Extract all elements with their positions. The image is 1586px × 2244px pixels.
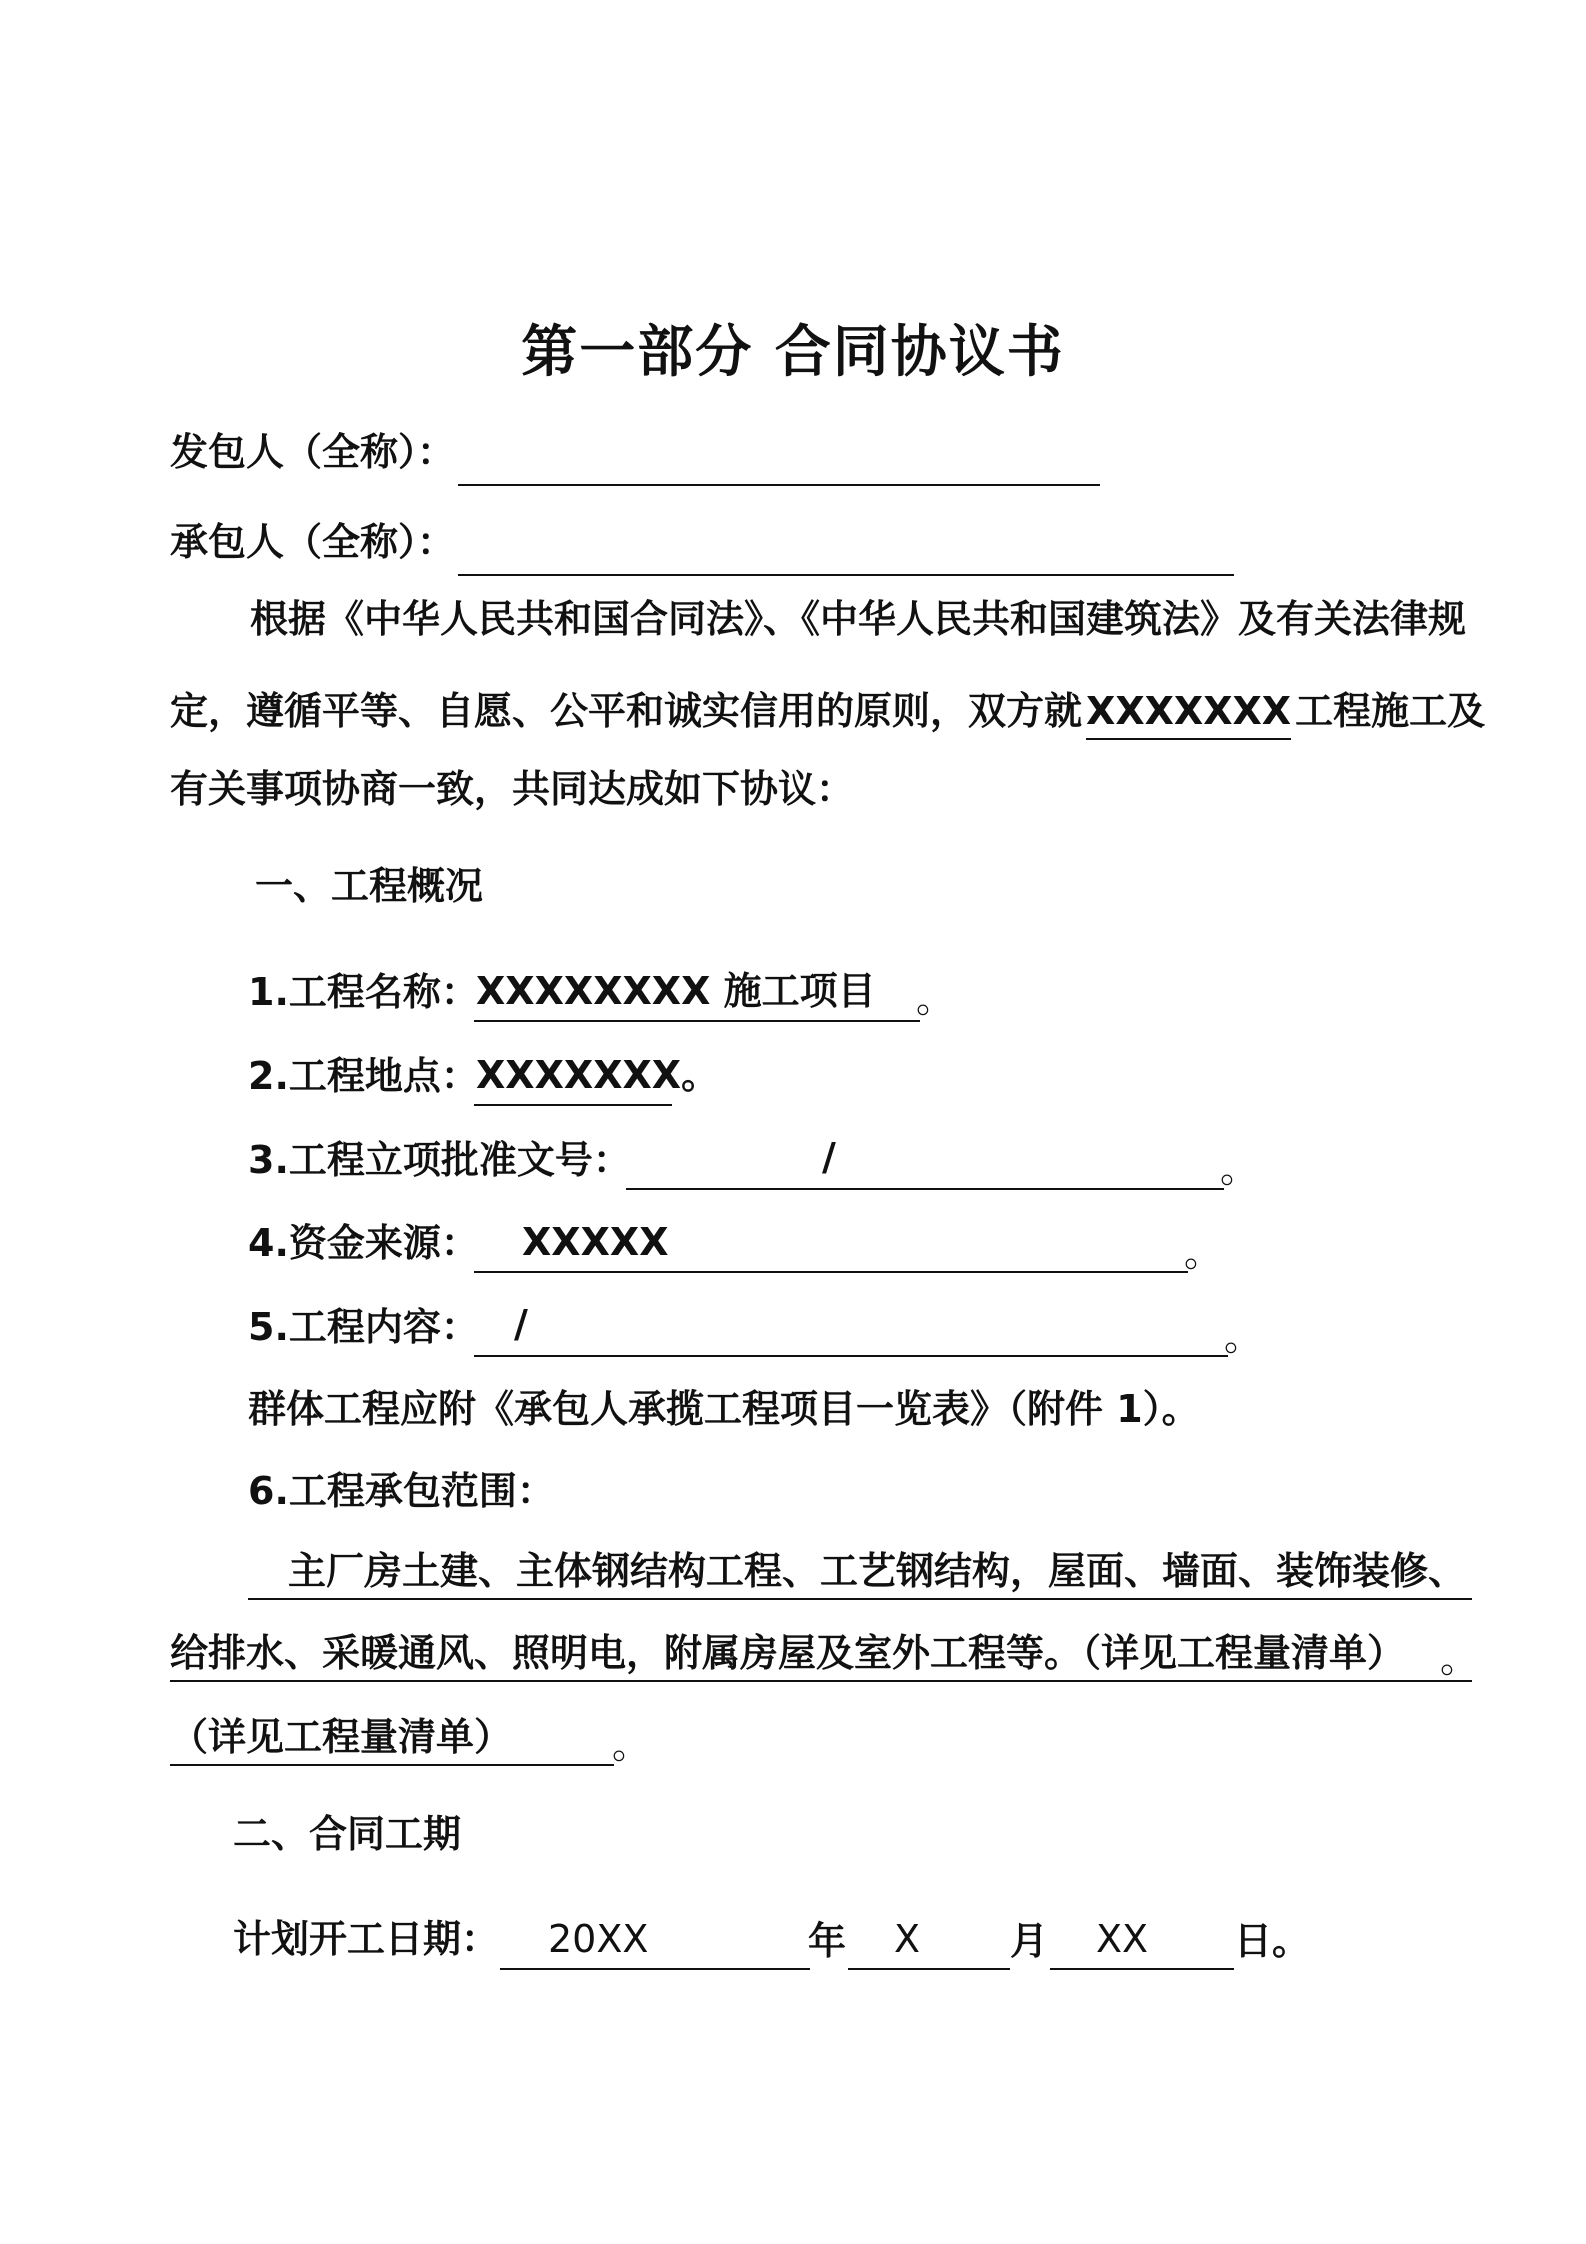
- start-month-field[interactable]: [848, 1917, 1010, 1970]
- day-unit: 日。: [1234, 1919, 1311, 1963]
- start-date-label: 计划开工日期：: [233, 1917, 500, 1961]
- start-year-field[interactable]: [500, 1917, 810, 1970]
- scope-line-2-end: 。: [1440, 1637, 1479, 1681]
- group-note: 群体工程应附《承包人承揽工程项目一览表》（附件 1）。: [248, 1387, 1200, 1431]
- project-code: XXXXXXX: [1086, 692, 1291, 740]
- contractor-label: 承包人（全称）：: [170, 520, 456, 564]
- scope-line-1-underline: [248, 1598, 1472, 1600]
- preamble-line-2-tail: 工程施工及: [1295, 689, 1486, 733]
- item-3-field[interactable]: [626, 1135, 1224, 1190]
- item-1-field[interactable]: [474, 969, 920, 1022]
- item-2-value: XXXXXXX。: [476, 1053, 720, 1097]
- item-6-label: 6.工程承包范围：: [248, 1469, 555, 1513]
- scope-line-3-end: 。: [612, 1723, 651, 1767]
- item-5-value: /: [514, 1302, 528, 1346]
- item-2-label: 2.工程地点：: [248, 1054, 479, 1098]
- start-day-field[interactable]: [1050, 1917, 1234, 1970]
- section-2-heading: 二、合同工期: [233, 1812, 462, 1856]
- item-4-label: 4.资金来源：: [248, 1221, 479, 1265]
- section-1-heading: 一、工程概况: [255, 864, 484, 908]
- start-month-value: X: [894, 1917, 921, 1961]
- month-unit: 月: [1010, 1919, 1049, 1963]
- scope-line-1: 主厂房土建、主体钢结构工程、工艺钢结构，屋面、墙面、装饰装修、: [288, 1549, 1467, 1593]
- item-4-field[interactable]: [474, 1220, 1188, 1273]
- preamble-line-2-text: 定，遵循平等、自愿、公平和诚实信用的原则，双方就: [170, 689, 1083, 733]
- preamble-line-2: [170, 689, 1486, 740]
- item-2-field[interactable]: [474, 1053, 720, 1106]
- employer-label: 发包人（全称）：: [170, 430, 456, 474]
- scope-line-3-underline: [170, 1764, 614, 1766]
- item-4-value: XXXXX: [522, 1220, 669, 1264]
- scope-line-3: （详见工程量清单）: [170, 1715, 513, 1759]
- item-3-value: /: [822, 1135, 836, 1179]
- page-title: 第一部分 合同协议书: [521, 320, 1065, 385]
- scope-line-2: 给排水、采暖通风、照明电，附属房屋及室外工程等。（详见工程量清单）: [170, 1631, 1406, 1675]
- scope-line-2-underline: [170, 1680, 1472, 1682]
- preamble-line-3: 有关事项协商一致，共同达成如下协议：: [170, 767, 855, 811]
- item-1-end: 。: [916, 977, 955, 1021]
- start-day-value: XX: [1096, 1917, 1149, 1961]
- start-year-value: 20XX: [548, 1917, 649, 1961]
- contractor-field[interactable]: [458, 574, 1234, 576]
- item-1-value: XXXXXXXX 施工项目: [476, 969, 876, 1013]
- item-5-end: 。: [1224, 1315, 1263, 1359]
- employer-field[interactable]: [458, 484, 1100, 486]
- item-3-end: 。: [1220, 1147, 1259, 1191]
- item-5-field[interactable]: [474, 1302, 1228, 1357]
- item-3-label: 3.工程立项批准文号：: [248, 1138, 631, 1182]
- item-1-label: 1.工程名称：: [248, 970, 479, 1014]
- preamble-line-1: 根据《中华人民共和国合同法》、《中华人民共和国建筑法》及有关法律规: [250, 597, 1467, 641]
- year-unit: 年: [808, 1919, 847, 1963]
- item-4-end: 。: [1184, 1231, 1223, 1275]
- item-5-label: 5.工程内容：: [248, 1305, 479, 1349]
